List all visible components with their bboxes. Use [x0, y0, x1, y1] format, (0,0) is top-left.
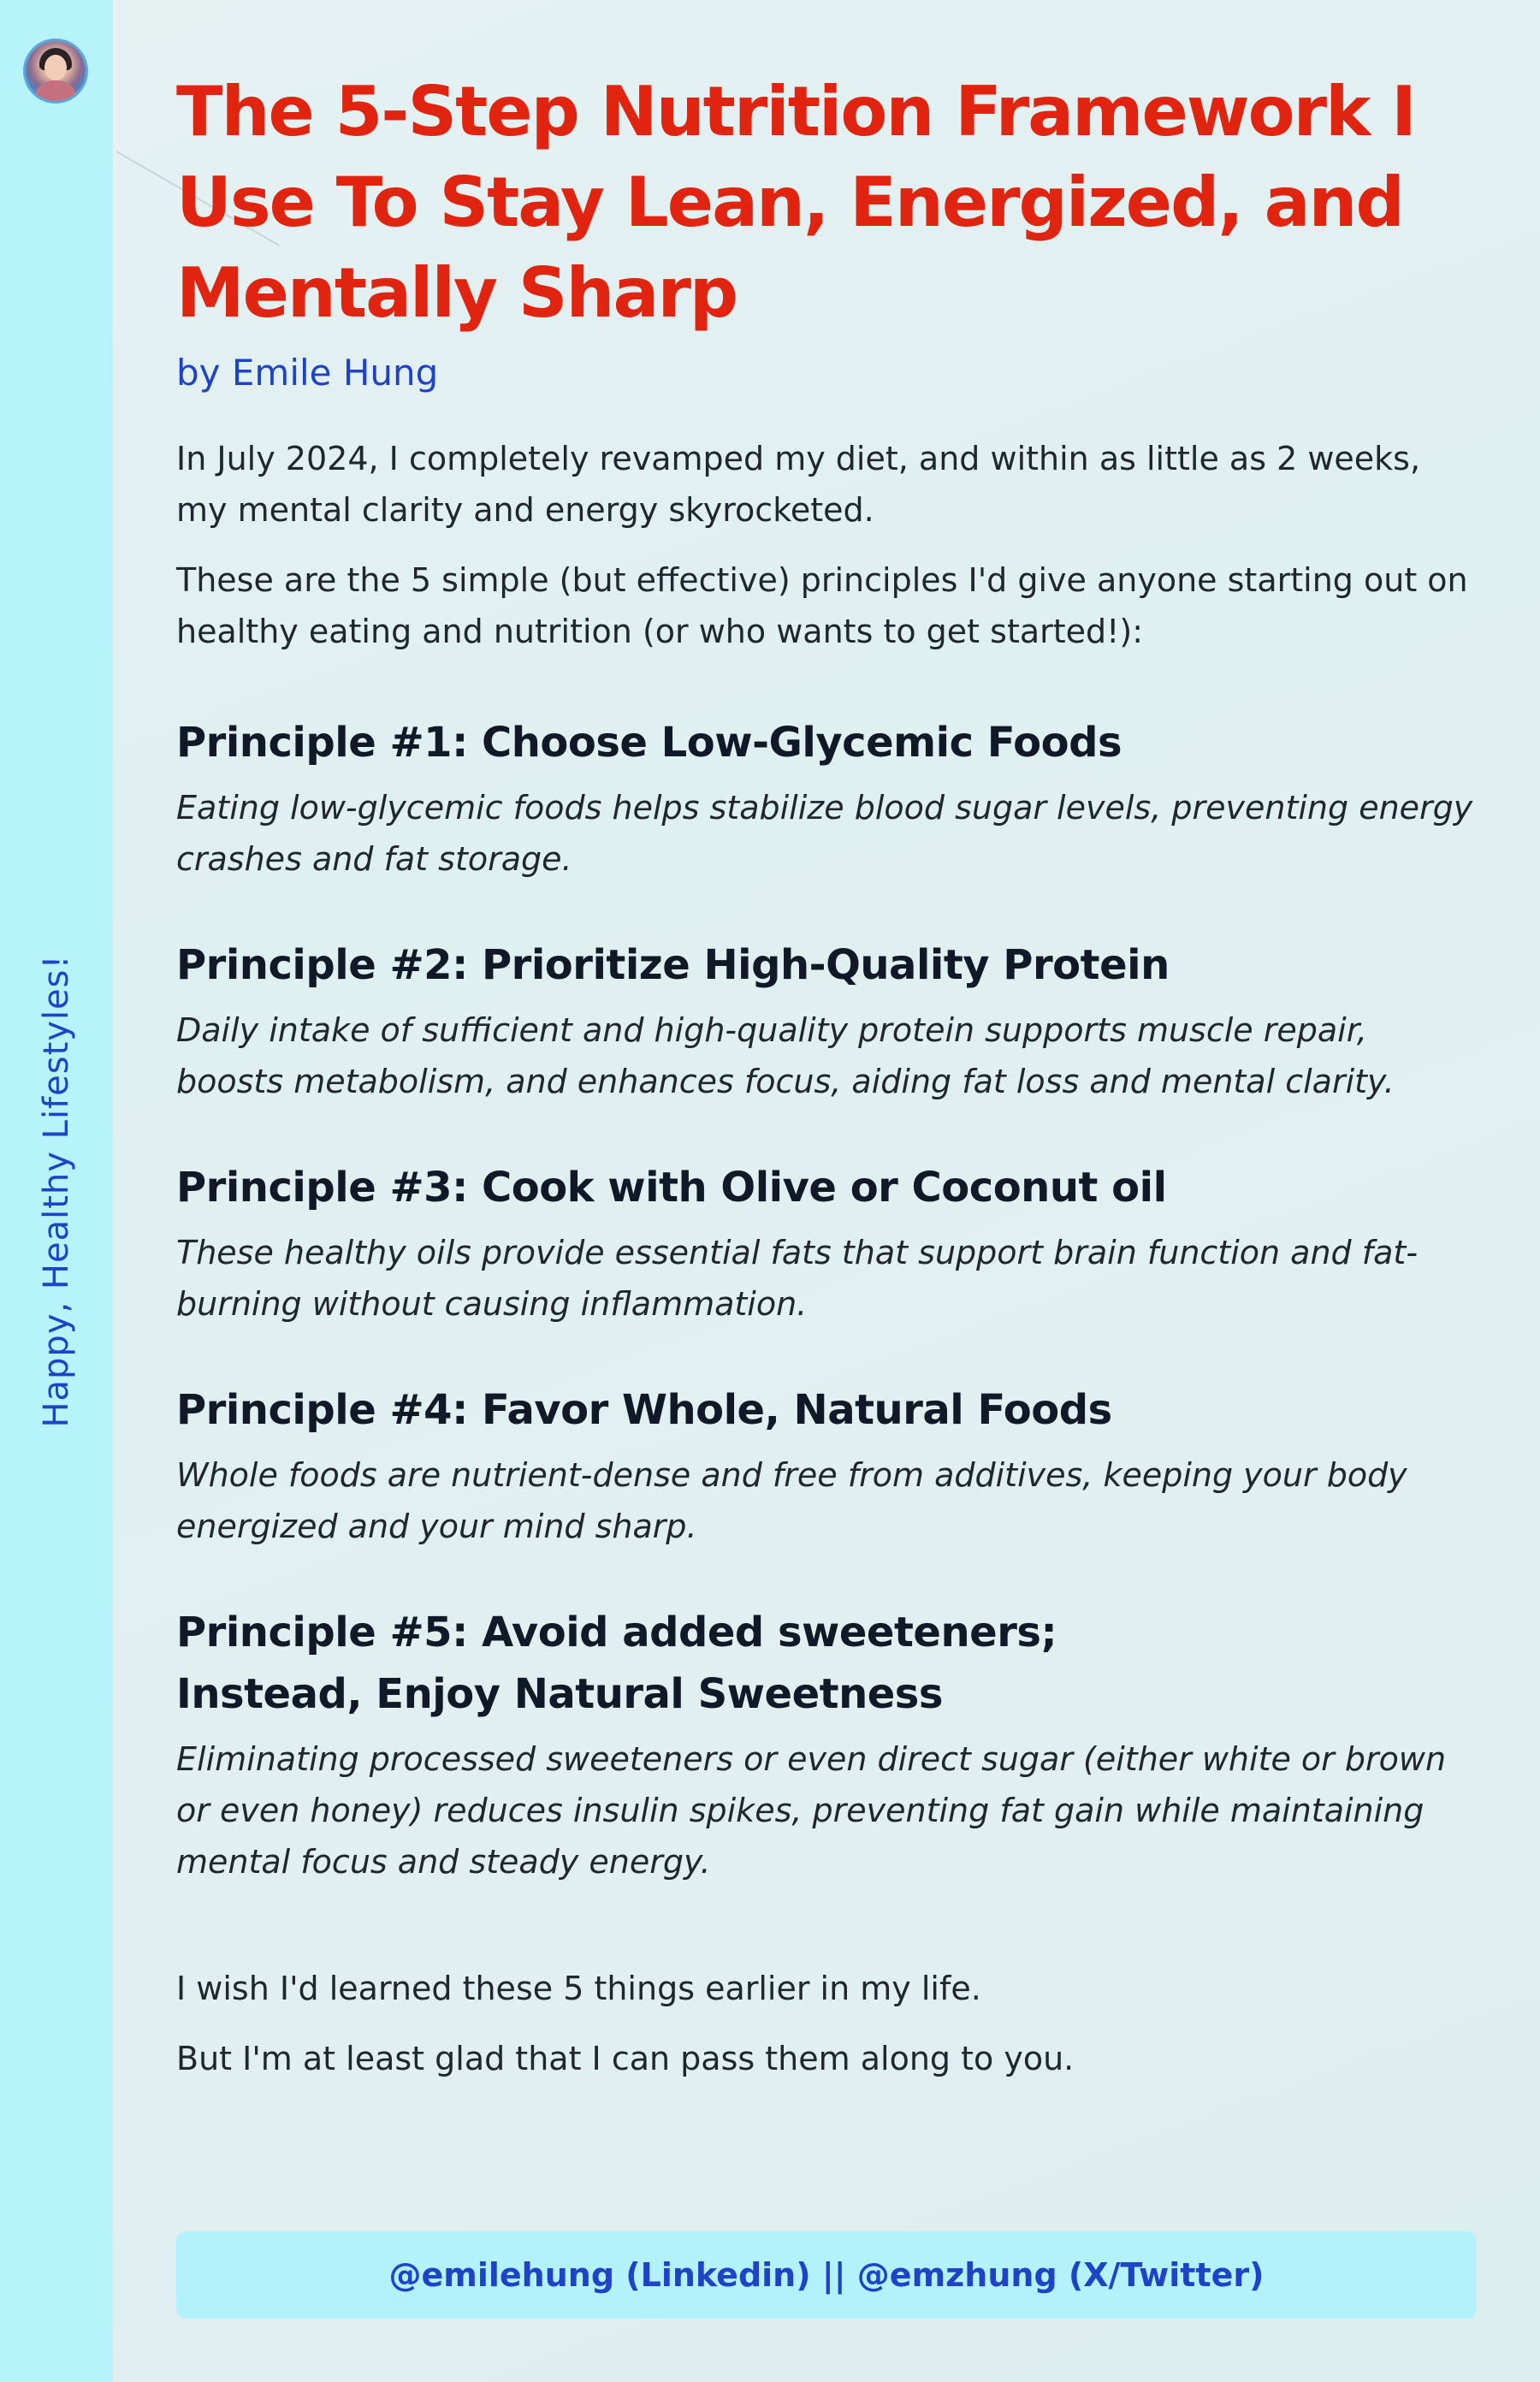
principle-2 — [176, 934, 1477, 1107]
principle-1-desc: Eating low-glycemic foods helps stabilize blood sugar levels, preventing energy crashes and fat storage. — [176, 789, 1473, 878]
principle-5-title-line-2: Instead, Enjoy Natural Sweetness — [176, 1670, 943, 1718]
principle-4 — [176, 1379, 1477, 1552]
principle-1-title: Principle #1: Choose Low-Glycemic Foods — [176, 719, 1122, 767]
principle-5-desc: Eliminating processed sweeteners or even direct sugar (either white or brown or even honey) reduces insulin spikes, preventing fat gain while maintaining mental focus and steady energy. — [176, 1740, 1447, 1881]
sidebar-tagline: Happy, Healthy Lifestyles! — [37, 954, 76, 1428]
social-handles[interactable]: @emilehung (Linkedin) || @emzhung (X/Twitter) — [388, 2256, 1265, 2294]
principle-5 — [176, 1602, 1477, 1887]
principle-2-title: Principle #2: Prioritize High-Quality Protein — [176, 941, 1170, 989]
principle-5-title — [176, 1602, 1477, 1725]
principle-5-title-line-1: Principle #5: Avoid added sweeteners; — [176, 1609, 1057, 1656]
author-avatar[interactable] — [26, 41, 86, 101]
closing-line-2: But I'm at least glad that I can pass them along to you. — [176, 2040, 1075, 2077]
sidebar — [0, 0, 113, 2382]
article-title: The 5-Step Nutrition Framework I Use To Stay Lean, Energized, and Mentally Sharp — [176, 72, 1415, 333]
article-byline: by Emile Hung — [176, 352, 439, 394]
intro-paragraph-2: These are the 5 simple (but effective) principles I'd give anyone starting out on healthy eating and nutrition (or who wants to get started!): — [176, 561, 1468, 650]
principle-4-title: Principle #4: Favor Whole, Natural Foods — [176, 1386, 1112, 1434]
principle-4-desc: Whole foods are nutrient-dense and free from additives, keeping your body energized and your mind sharp. — [176, 1456, 1407, 1545]
principle-2-desc: Daily intake of sufficient and high-quality protein supports muscle repair, boosts metabolism, and enhances focus, aiding fat loss and mental clarity. — [176, 1011, 1395, 1100]
principle-3 — [176, 1157, 1477, 1330]
principle-3-desc: These healthy oils provide essential fats that support brain function and fat-burning without causing inflammation. — [176, 1234, 1419, 1323]
avatar-face — [44, 55, 67, 80]
avatar-shoulders — [33, 80, 79, 101]
closing-line-1: I wish I'd learned these 5 things earlier in my life. — [176, 1970, 981, 2007]
principle-3-title: Principle #3: Cook with Olive or Coconut oil — [176, 1164, 1167, 1212]
principle-1 — [176, 712, 1477, 885]
article — [176, 67, 1477, 2084]
intro-paragraph-1: In July 2024, I completely revamped my diet, and within as little as 2 weeks, my mental clarity and energy skyrocketed. — [176, 440, 1421, 529]
social-handles-bar — [176, 2231, 1477, 2319]
